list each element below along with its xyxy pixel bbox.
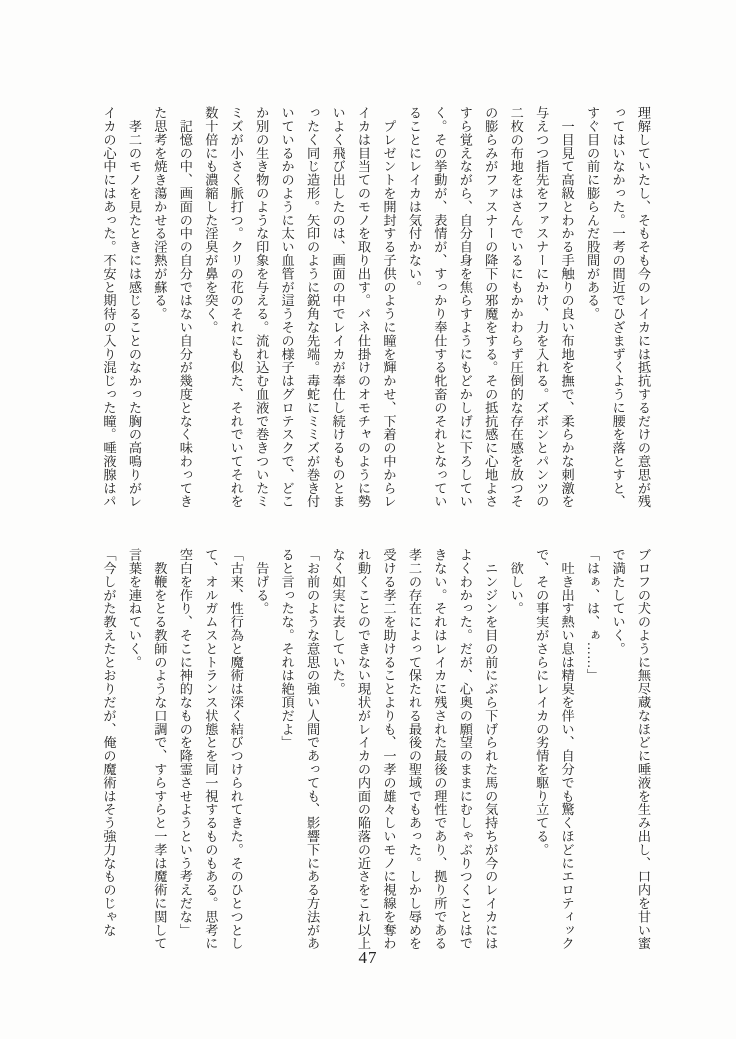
text-column: なく如実に表していた。	[330, 548, 346, 696]
text-column: ったく同じ造形。矢印のように鋭角な先端。毒蛇にミミズが巻き付	[305, 106, 321, 508]
text-column: 教鞭をとる教師のような口調で、すらすらと一孝は魔術に関して	[152, 548, 168, 950]
text-column: 受ける孝二を助けることよりも、一孝の雄々しいモノに視線を奪わ	[381, 548, 397, 950]
text-column: 言葉を連ねていく。	[126, 548, 142, 669]
text-column: ってはいなかった。一考の間近でひざまずくように腰を落とすと、	[610, 106, 626, 508]
text-column: イカは目当てのモノを取り出す。バネ仕掛けのオモチャのように勢	[356, 106, 372, 508]
text-column: 与えつつ指先をファスナーにかけ、力を入れる。ズボンとパンツの	[534, 106, 550, 508]
text-column: ミズが小さく脈打つ。クリの花のそれにも似た、それでいてそれを	[228, 106, 244, 508]
text-column: 数十倍にも濃縮した淫臭が鼻を突く。	[203, 106, 219, 334]
text-column: 孝二のモノを見たときには感じることのなかった胸の高鳴りがレ	[126, 106, 142, 508]
text-column: ると言ったな。それは絶頂だよ」	[279, 548, 295, 749]
text-column: 「はぁ、は、ぁ……」	[585, 548, 601, 682]
text-column: ニンジンを目の前にぶら下げられた馬の気持ちが今のレイカには	[483, 548, 499, 950]
text-column: ブロフの犬のように無尽蔵なほどに唾液を生み出し、口内を甘い蜜	[636, 548, 651, 950]
text-column: いよく飛び出したのは、画面の中でレイカが奉仕し続けるものとま	[330, 106, 346, 508]
text-column: 孝二の存在によって保たれる最後の聖域でもあった。しかし辱めを	[406, 548, 422, 950]
text-column: 「古来、性行為と魔術は深く結びつけられてきた。そのひとつとし	[228, 548, 244, 950]
text-column: の膨らみがファスナーの降下の邪魔をする。その抵抗感に心地よさ	[483, 106, 499, 508]
text-column: 「今しがた教えたとおりだが、俺の魔術はそう強力なものじゃな	[101, 548, 117, 937]
text-column: 欲しい。	[508, 548, 524, 615]
text-column: で、その事実がさらにレイカの劣情を駆り立てる。	[534, 548, 550, 857]
text-column: きない。それはレイカに残された最後の理性であり、拠り所である	[432, 548, 448, 950]
text-column: 告げる。	[254, 548, 270, 615]
text-column: イカの心中にはあった。不安と期待の入り混じった瞳。唾液腺はパ	[101, 106, 117, 508]
text-block-top	[96, 106, 656, 510]
text-column: く。その挙動が、表情が、すっかり奉仕する牝畜のそれとなってい	[432, 106, 448, 508]
text-column: 二枚の布地をはさんでいるにもかかわらず圧倒的な存在感を放つそ	[508, 106, 524, 508]
page-number: 47	[358, 948, 378, 967]
text-column: 記憶の中、画面の中の自分ではない自分が幾度となく味わってき	[177, 106, 193, 508]
text-column: よくわかった。だが、心奥の願望のままにむしゃぶりつくことはで	[457, 548, 473, 950]
text-column: いているかのように太い血管が這うその様子はグロテスクで、どこ	[279, 106, 295, 508]
text-column: 一目見て高級とわかる手触りの良い布地を撫で、柔らかな刺激を	[559, 106, 575, 508]
text-column: て、オルガムスとトランス状態とを同一視するものもある。思考に	[203, 548, 219, 950]
text-column: ることにレイカは気付かない。	[406, 106, 422, 294]
text-column: 理解していたし、そもそも今のレイカには抵抗するだけの意思が残	[636, 106, 651, 508]
text-column: すぐ目の前に膨らんだ股間がある。	[585, 106, 601, 321]
text-column: 「お前のような意思の強い人間であっても、影響下にある方法があ	[305, 548, 321, 950]
text-column: た思考を焼き蕩かせる淫熱が蘇る。	[152, 106, 168, 321]
text-column: プレゼントを開封する子供のように瞳を輝かせ、下着の中からレ	[381, 106, 397, 508]
text-block-bottom	[96, 548, 656, 958]
text-column: 空白を作り、そこに神的なものを降霊させようという考えだな」	[177, 548, 193, 937]
text-column: 吐き出す熱い息は精臭を伴い、自分でも驚くほどにエロティック	[559, 548, 575, 950]
text-column: か別の生き物のような印象を与える。流れ込む血液で巻きついたミ	[254, 106, 270, 508]
text-column: で満たしていく。	[610, 548, 626, 656]
text-column: すら覚えながら、自分自身を焦らすようにもどかしげに下ろしてい	[457, 106, 473, 508]
text-column: れ動くことのできない現状がレイカの内面の陥落の近さをこれ以上	[356, 548, 372, 950]
